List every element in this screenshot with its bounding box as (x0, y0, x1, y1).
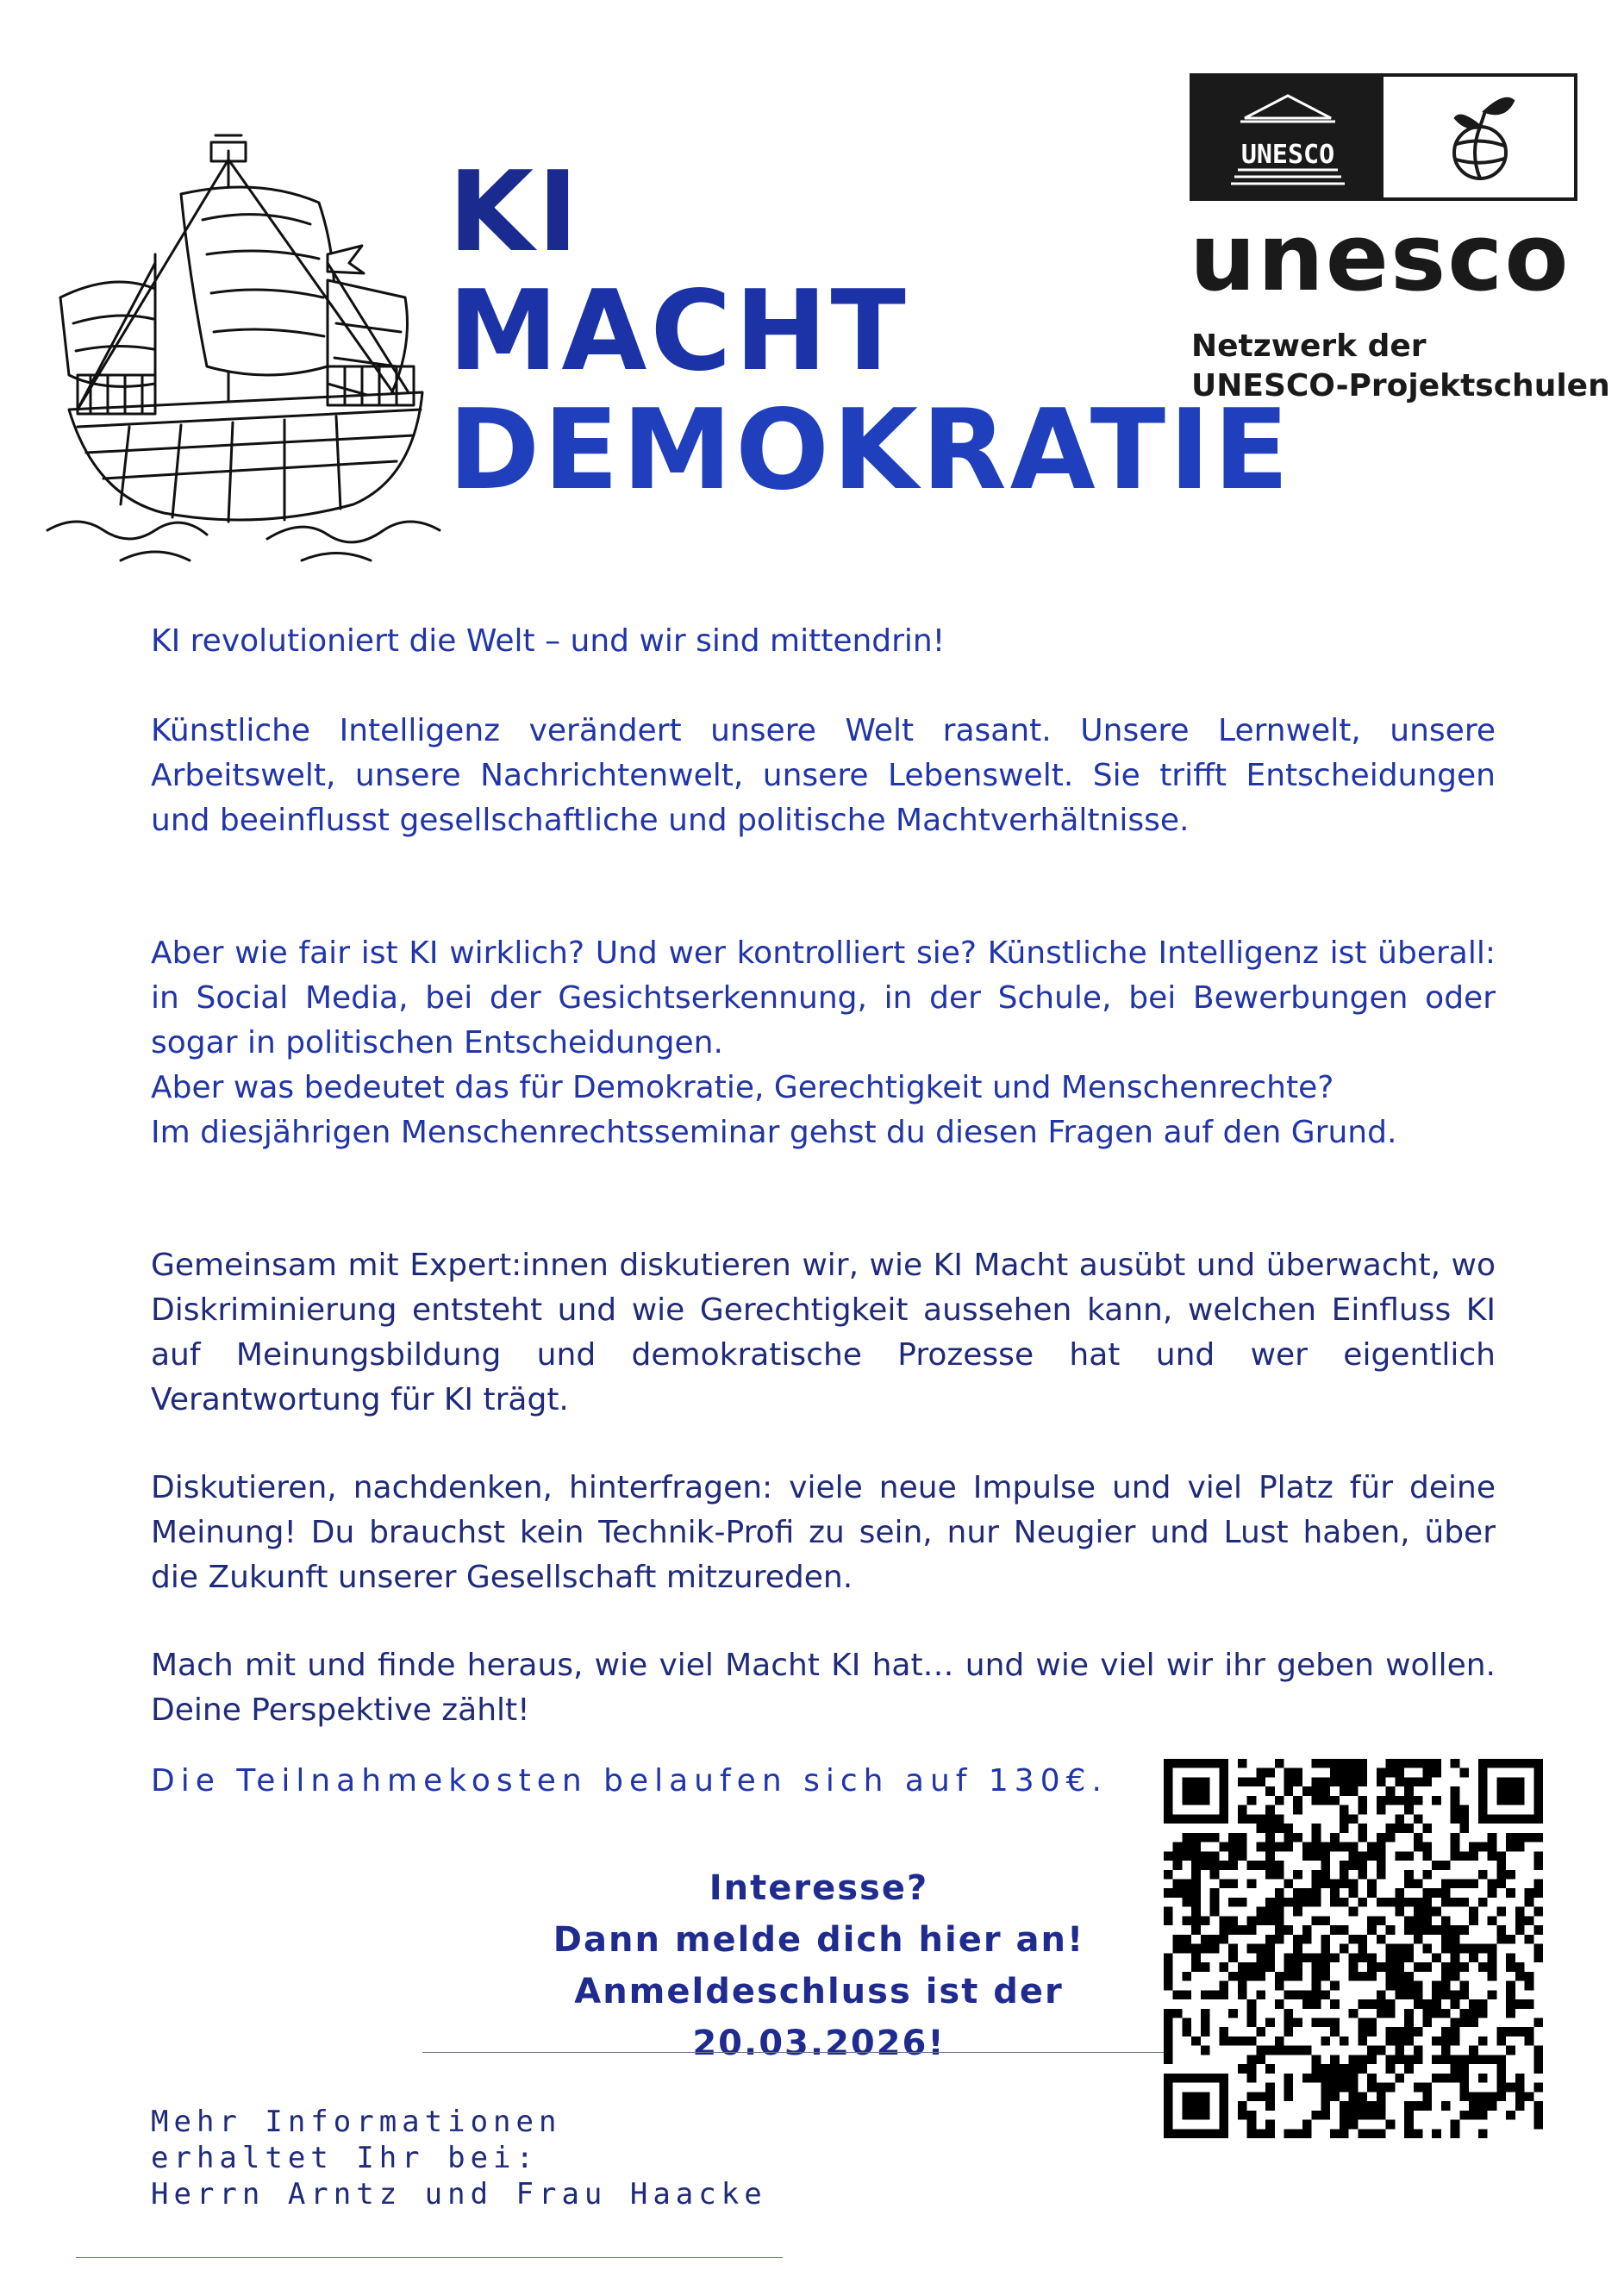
title-line-1: KI (448, 148, 582, 277)
paragraph-join: Mach mit und finde heraus, wie viel Macht KI hat… und wie viel wir ihr geben wollen. Deine Perspektive zählt! (151, 1648, 1496, 1728)
paragraph-fairness-part-2: Aber was bedeutet das für Demokratie, Gerechtigkeit und Menschenrechte? (151, 1070, 1334, 1105)
contact-line-1: Mehr Informationen (151, 2105, 562, 2139)
unesco-subtitle-line-1: Netzwerk der (1191, 328, 1427, 364)
paragraph-experts: Gemeinsam mit Expert:innen diskutieren wir, wie KI Macht ausübt und überwacht, wo Diskriminierung entsteht und wie Gerechtigkeit aussehen kann, welchen Einfluss KI auf Meinungsbildung und demokratische Prozesse hat und wer eigentlich Verantwortung für KI trägt. (151, 1248, 1496, 1417)
cta-divider (422, 2052, 1164, 2053)
unesco-subtitle-line-2: UNESCO-Projektschulen (1191, 368, 1610, 404)
paragraph-ai-changes-world: Künstliche Intelligenz verändert unsere Welt rasant. Unsere Lernwelt, unsere Arbeitswelt, unsere Nachrichtenwelt, unsere Lebenswelt. Sie trifft Entscheidungen und beeinflusst gesellschaftliche und politische Machtverhältnisse. (151, 713, 1496, 838)
globe-leaf-icon (1384, 77, 1574, 197)
participation-cost: Die Teilnahmekosten belaufen sich auf 130€. (151, 1763, 1108, 1799)
footer-divider (76, 2257, 783, 2258)
unesco-temple-panel (1193, 77, 1384, 197)
unesco-wordmark: unesco (1190, 204, 1571, 312)
unesco-emblem-text: UNESCO (1240, 140, 1335, 170)
qr-code[interactable] (1164, 1759, 1543, 2138)
intro-paragraph: KI revolutioniert die Welt – und wir sind mittendrin! (151, 623, 946, 659)
ship-illustration (43, 125, 448, 573)
globe-leaf-panel (1384, 77, 1574, 197)
paragraph-fairness-part-1: Aber wie fair ist KI wirklich? Und wer kontrolliert sie? Künstliche Intelligenz ist überall: in Social Media, bei der Gesichtserkennung, in der Schule, bei Bewerbungen oder sogar in politischen Entscheidungen. (151, 935, 1496, 1060)
registration-call-to-action (448, 1862, 1190, 2069)
cta-line-2: Dann melde dich hier an! (553, 1920, 1085, 1960)
paragraph-discuss: Diskutieren, nachdenken, hinterfragen: viele neue Impulse und viel Platz für deine Meinung! Du brauchst kein Technik-Profi zu sein, nur Neugier und Lust haben, über die Zukunft unserer Gesellschaft mitzureden. (151, 1470, 1496, 1595)
cta-line-3: Anmeldeschluss ist der (574, 1972, 1064, 2011)
contact-names: Herrn Arntz und Frau Haacke (151, 2177, 767, 2212)
paragraph-fairness (151, 931, 1496, 1155)
unesco-temple-icon (1193, 77, 1384, 197)
unesco-logo-emblem (1190, 73, 1577, 201)
paragraph-fairness-part-3: Im diesjährigen Menschenrechtsseminar gehst du diesen Fragen auf den Grund. (151, 1115, 1397, 1150)
cta-line-1: Interesse? (709, 1868, 929, 1908)
title-line-2: MACHT (448, 267, 909, 396)
contact-info (151, 2104, 767, 2212)
contact-line-2: erhaltet Ihr bei: (151, 2141, 539, 2175)
title-line-3: DEMOKRATIE (448, 386, 1293, 515)
cta-deadline: 20.03.2026! (692, 2024, 946, 2063)
